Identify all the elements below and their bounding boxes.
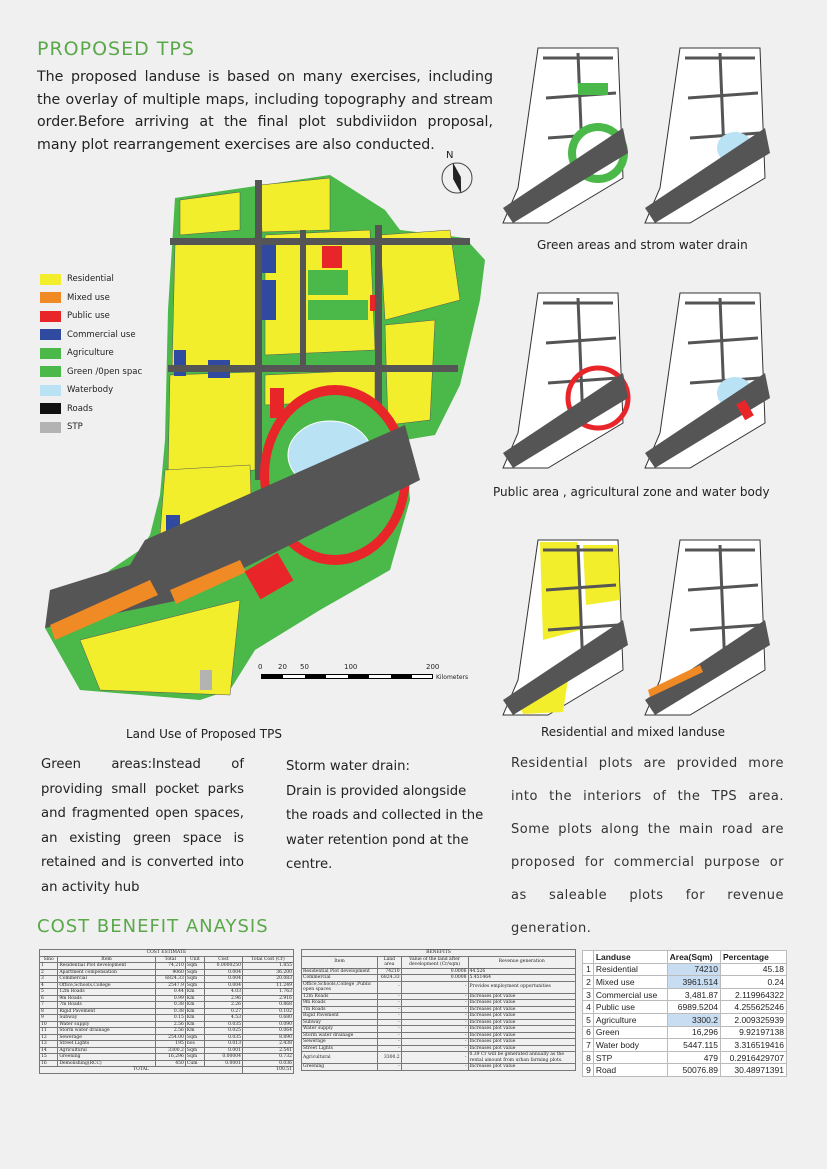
table-cell: 195 [155,1041,185,1048]
legend-swatch [40,348,61,359]
table-cell: - [401,1064,468,1071]
table-cell: - [401,993,468,1000]
storm-water-block [286,755,486,878]
table-cell: Greening [302,1064,378,1071]
table-cell: Road [593,1064,667,1077]
table-cell: 16,296 [155,1054,185,1061]
table-cell: Green [593,1026,667,1039]
table-caption: BENEFITS [302,950,576,957]
legend-swatch [40,329,61,340]
table-cell: Increases plot value [468,1064,575,1071]
table-cell: Sqm [185,1054,204,1061]
table-cell: Water supply [302,1026,378,1033]
table-cell: - [377,1006,401,1013]
table-cell: Sewerage [58,1034,155,1041]
table-cell: Commercial [58,976,155,983]
table-cell: Km [185,1008,204,1015]
table-cell: Demolishing(RCC) [58,1060,155,1067]
table-cell: - [377,1045,401,1052]
table-cell: Km [185,1028,204,1035]
green-areas-text: Green areas:Instead of providing small pocket parks and fragmented open spaces, an existing green space is retained and is converted into an activity hub [41,757,244,895]
table-cell: 0.035 [204,1034,242,1041]
table-cell: 3961.514 [667,976,720,989]
table-cell: - [401,1052,468,1064]
table-cell: 0.0006 [401,968,468,975]
table-cell: - [401,1000,468,1007]
table-cell: 7 [583,1039,594,1052]
table-cell: 6989.5204 [667,1001,720,1014]
legend-item: Waterbody [40,381,142,400]
table-cell: 0.013 [204,1041,242,1048]
table-cell: 12m Roads [58,989,155,996]
table-cell: 3300.2 [377,1052,401,1064]
table-cell: 12 [40,1034,58,1041]
table-cell: Km [185,995,204,1002]
table-cell: 254.00 [155,1034,185,1041]
table-cell: 44.526 [468,968,575,975]
table-cell: 2.916 [242,995,293,1002]
table-cell: 0.15 [155,1015,185,1022]
table-cell: Increases plot value [468,1000,575,1007]
table-cell: Public use [593,1001,667,1014]
table-cell: Street Lights [58,1041,155,1048]
small-map-res-a [498,530,638,724]
column-header [583,951,594,964]
table-cell: 0.025 [204,1028,242,1035]
table-cell: 0.24 [720,976,786,989]
table-cell: Km [185,989,204,996]
table-cell: Water supply [58,1021,155,1028]
table-cell: 0.2916429707 [720,1051,786,1064]
legend-item: Public use [40,307,142,326]
table-cell: 0.0008 [401,975,468,982]
table-cell: Street Lights [302,1045,378,1052]
table-cell: 8.890 [242,1034,293,1041]
legend-item: Residential [40,270,142,289]
total-label: TOTAL [40,1067,243,1074]
table-cell: 0.001 [204,1047,242,1054]
cost-estimate-table [39,949,294,1074]
table-cell: 0.102 [242,1008,293,1015]
table-row [583,976,787,989]
table-cell: Increases plot value [468,1013,575,1020]
table-cell: 0.99 [155,995,185,1002]
table-cell: Office,Schools,College [58,982,155,989]
column-header: Unit [185,956,204,963]
table-cell: 2 [40,969,58,976]
column-header: Total [155,956,185,963]
table-cell: Residential [593,963,667,976]
table-cell: 7m Roads [302,1006,378,1013]
table-cell: 2.56 [155,1028,185,1035]
table-cell: 0.680 [242,1015,293,1022]
table-cell: 0.868 [242,1002,293,1009]
table-cell: 2.009325939 [720,1013,786,1026]
table-cell: 6 [583,1026,594,1039]
table-cell: Residential Plot development [302,968,378,975]
table-cell: 479 [667,1051,720,1064]
table-cell: 1 [40,963,58,970]
table-cell: Storm water drainage [302,1032,378,1039]
table-cell: Sqm [185,982,204,989]
residential-plots-text: Residential plots are provided more into the interiors of the TPS area. Some plots along the main road are proposed for commercial purpose or as saleable plots for revenue generation. [511,756,784,936]
table-cell: Greening [58,1054,155,1061]
legend-swatch [40,385,61,396]
table-cell: Sewerage [302,1039,378,1046]
storm-water-text: Drain is provided alongside the roads and collected in the water retention pond at the centre. [286,783,484,872]
table-cell: - [401,1045,468,1052]
table-row [302,1052,576,1064]
land-use-map [40,150,500,725]
table-cell: 0.004 [204,982,242,989]
column-header: Item [302,956,378,968]
table-cell: Storm water drainage [58,1028,155,1035]
table-row [583,1001,787,1014]
table-cell: 7 [40,1002,58,1009]
table-cell: 10 [40,1021,58,1028]
table-cell: 0.004 [204,969,242,976]
table-cell: Residential Plot development [58,963,155,970]
column-header: Area(Sqm) [667,951,720,964]
table-cell: 7m Roads [58,1002,155,1009]
table-row [302,981,576,993]
table-cell: 0.0000250 [204,963,242,970]
table-cell: - [401,1006,468,1013]
legend-item: Mixed use [40,289,142,308]
table-cell: 0.44 [155,989,185,996]
table-cell: Agricultural [302,1052,378,1064]
table-cell: - [401,1026,468,1033]
table-cell: Rigid Pavement [58,1008,155,1015]
table-cell: 6824.33 [377,975,401,982]
table-cell: 1 [583,963,594,976]
table-cell: 11.249 [242,982,293,989]
total-value: 100.51 [242,1067,293,1074]
table-cell: Sqm [185,1047,204,1054]
table-cell: - [377,1026,401,1033]
table-cell: 9 [583,1064,594,1077]
legend-item: STP [40,418,142,437]
table-cell: 0.38 [155,1002,185,1009]
table-cell: 4 [583,1001,594,1014]
small-map-res-b [640,530,780,724]
legend-swatch [40,403,61,414]
table-row [583,1013,787,1026]
table-cell: 2.56 [155,1021,185,1028]
table-cell: - [401,1039,468,1046]
table-cell: 0.035 [204,1021,242,1028]
table-cell: Cum [185,1060,204,1067]
table-row [302,1064,576,1071]
table-cell: 20.083 [242,976,293,983]
column-header: Revenue generation [468,956,575,968]
table-cell: 0.090 [242,1021,293,1028]
table-cell: Km [185,1002,204,1009]
table-cell: 16 [40,1060,58,1067]
table-cell: 2.96 [204,995,242,1002]
caption-residential: Residential and mixed landuse [541,725,726,739]
table-cell: Commercial use [593,988,667,1001]
table-cell: STP [593,1051,667,1064]
table-cell: - [401,1019,468,1026]
table-cell: Sqm [185,969,204,976]
table-cell: 1.855 [242,963,293,970]
table-cell: Increases plot value [468,1026,575,1033]
small-map-green-b [640,38,780,232]
table-cell: 0.27 [204,1008,242,1015]
table-cell: Sqm [185,1034,204,1041]
table-row [583,1064,787,1077]
table-cell: 50076.89 [667,1064,720,1077]
table-cell: 6 [40,995,58,1002]
table-cell: Increases plot value [468,1032,575,1039]
table-cell: 9060 [155,969,185,976]
table-cell: 3300.2 [155,1047,185,1054]
table-cell: 6824.33 [155,976,185,983]
table-cell: Sqm [185,963,204,970]
table-cell: Km [185,1015,204,1022]
table-cell: 2 [583,976,594,989]
legend-swatch [40,422,61,433]
table-cell: 0.004 [204,976,242,983]
table-cell: 30.48971391 [720,1064,786,1077]
table-cell: 14 [40,1047,58,1054]
table-cell: 2.119964322 [720,988,786,1001]
table-cell: nos [185,1041,204,1048]
caption-green: Green areas and strom water drain [537,238,748,252]
table-row [583,1051,787,1064]
table-cell: 4.53 [204,1015,242,1022]
table-cell: Agricultural [58,1047,155,1054]
table-row [583,1026,787,1039]
table-cell: 36.200 [242,969,293,976]
table-cell: 9 [40,1015,58,1022]
table-cell: - [377,1039,401,1046]
column-header: Cost [204,956,242,963]
table-cell: Subway [58,1015,155,1022]
table-cell: 4.255625246 [720,1001,786,1014]
table-caption: COST ESTIMATE [40,950,294,957]
table-cell: 11 [40,1028,58,1035]
table-row [583,1039,787,1052]
column-header: Land area [377,956,401,968]
table-cell: 0.39 Cr will be generated annually as the rental amount from urban farming plots. [468,1052,575,1064]
table-row [583,963,787,976]
scale-bar: 0 20 50 100 200 Kilometers [258,663,469,681]
table-cell: 5.451464 [468,975,575,982]
page-title: PROPOSED TPS [37,38,195,60]
table-cell: Agriculture [593,1013,667,1026]
table-cell: Water body [593,1039,667,1052]
table-cell: Apartment compensation [58,969,155,976]
table-cell: - [377,993,401,1000]
table-cell: 8 [40,1008,58,1015]
table-cell: 2547.9 [155,982,185,989]
table-cell: 3 [40,976,58,983]
cost-benefit-title: COST BENEFIT ANAYSIS [37,916,269,937]
intro-paragraph: The proposed landuse is based on many exercises, including the overlay of multiple maps, including topography and stream order.Before arriving at the final plot subdiviidon proposal, many plot rearrangement exercises are also conducted. [37,69,493,153]
legend-swatch [40,311,61,322]
table-cell: 0.732 [242,1054,293,1061]
table-cell: 9.92197138 [720,1026,786,1039]
column-header: Value of the land after development (Cr/sqm) [401,956,468,968]
map-caption: Land Use of Proposed TPS [126,727,282,741]
storm-water-title: Storm water drain: [286,759,410,774]
table-cell: 1.763 [242,989,293,996]
map-legend [40,270,142,437]
landuse-table [582,950,787,1077]
table-cell: 5 [40,989,58,996]
table-cell: 0.064 [242,1028,293,1035]
table-cell: 13 [40,1041,58,1048]
table-cell: 0.38 [155,1008,185,1015]
column-header: Total Cost (Cr) [242,956,293,963]
table-cell: Increases plot value [468,993,575,1000]
table-cell: 0.00004 [204,1054,242,1061]
table-cell: 74210 [377,968,401,975]
table-row [583,988,787,1001]
table-cell: Km [185,1021,204,1028]
table-cell: 3300.2 [667,1013,720,1026]
table-cell: Subway [302,1019,378,1026]
table-cell: - [377,1013,401,1020]
table-cell: Increases plot value [468,1006,575,1013]
table-cell: 4 [40,982,58,989]
benefits-table [301,949,576,1071]
column-header: Percentage [720,951,786,964]
small-map-green-a [498,38,638,232]
small-map-public-a [498,283,638,477]
table-cell: 3,481.87 [667,988,720,1001]
table-cell: 5447.115 [667,1039,720,1052]
table-cell: 3 [583,988,594,1001]
legend-item: Agriculture [40,344,142,363]
table-cell: 2.541 [242,1047,293,1054]
table-cell: - [377,1064,401,1071]
table-cell: 9m Roads [302,1000,378,1007]
table-cell: 15 [40,1054,58,1061]
table-cell: - [377,1019,401,1026]
legend-item: Roads [40,400,142,419]
legend-item: Green /0pen spac [40,363,142,382]
table-cell: - [377,1032,401,1039]
table-cell: Increases plot value [468,1045,575,1052]
table-cell: Mixed use [593,976,667,989]
svg-text:N: N [446,150,454,161]
table-cell: - [377,981,401,993]
table-cell: 12m Roads [302,993,378,1000]
table-cell: 16,296 [667,1026,720,1039]
legend-swatch [40,366,61,377]
table-cell: 450 [155,1060,185,1067]
north-arrow-icon [437,148,477,200]
small-map-public-b [640,283,780,477]
legend-swatch [40,274,61,285]
table-cell: Commercial [302,975,378,982]
table-cell: Office,Schools,College ,Public open spaces [302,981,378,993]
table-cell: Provides employment opportunities [468,981,575,993]
column-header: Item [58,956,155,963]
table-cell: 0.0001 [204,1060,242,1067]
table-cell: Increases plot value [468,1039,575,1046]
table-cell: Rigid Pavement [302,1013,378,1020]
legend-swatch [40,292,61,303]
table-cell: 3.316519416 [720,1039,786,1052]
table-cell: - [401,1032,468,1039]
table-cell: 74210 [667,963,720,976]
table-cell: 2.26 [204,1002,242,1009]
table-cell: 45.18 [720,963,786,976]
caption-public: Public area , agricultural zone and water body [493,485,770,499]
table-cell: - [377,1000,401,1007]
table-cell: Increases plot value [468,1019,575,1026]
table-cell: 8 [583,1051,594,1064]
column-header: Landuse [593,951,667,964]
table-cell: 5 [583,1013,594,1026]
column-header: Slno [40,956,58,963]
table-cell: 0.036 [242,1060,293,1067]
table-cell: 9m Roads [58,995,155,1002]
table-cell: 2.438 [242,1041,293,1048]
table-cell: - [401,1013,468,1020]
table-cell: 74,210 [155,963,185,970]
table-cell: Sqm [185,976,204,983]
table-cell: 4.03 [204,989,242,996]
legend-item: Commercial use [40,326,142,345]
table-cell: - [401,981,468,993]
